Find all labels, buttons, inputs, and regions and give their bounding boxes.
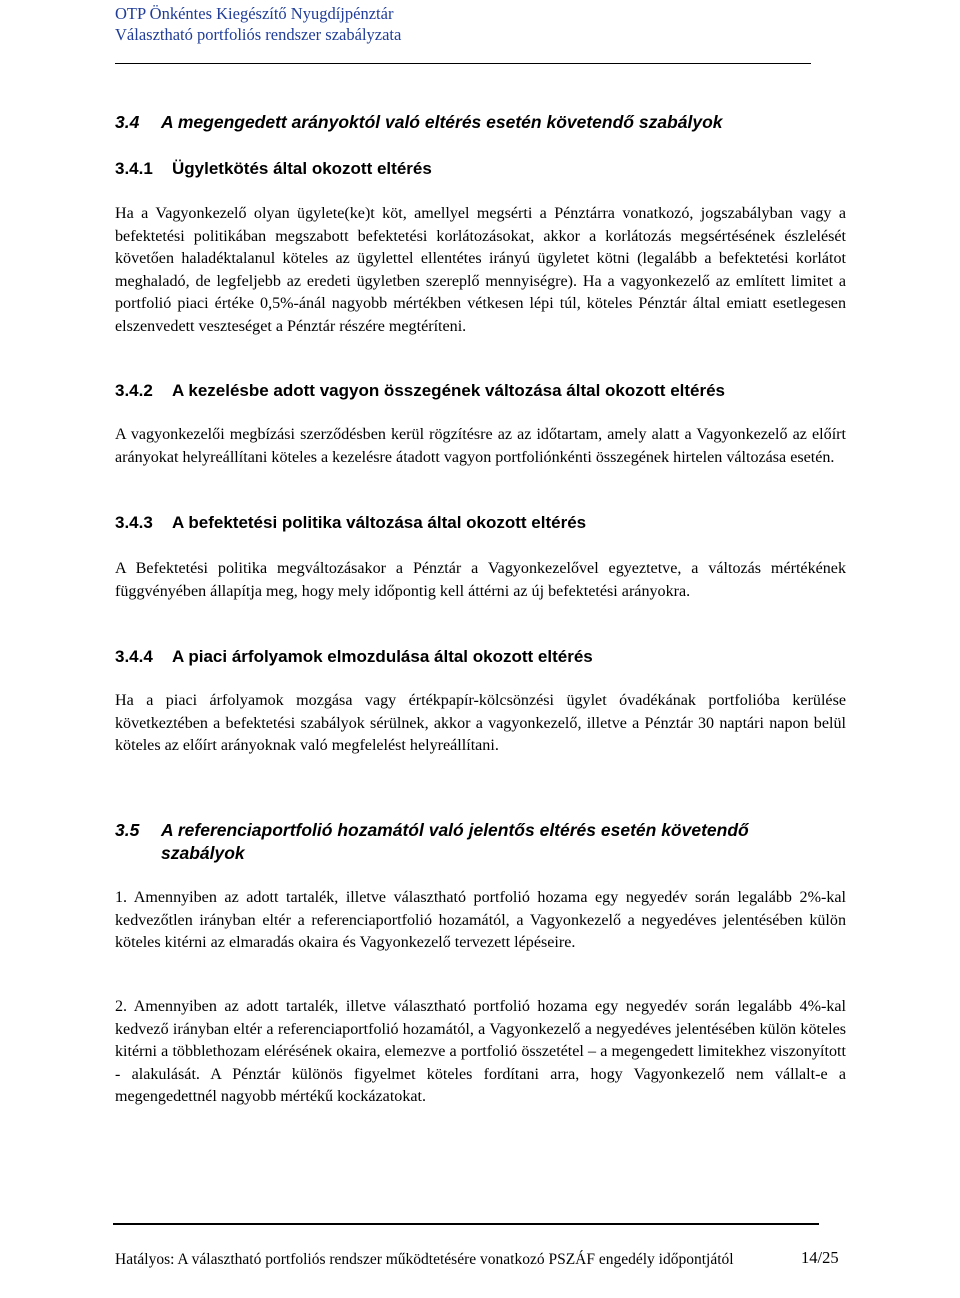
subsection-number: 3.4.1 <box>115 159 153 178</box>
paragraph-3-5-1: 1. Amennyiben az adott tartalék, illetve választható portfolió hozama egy negyedév során legalább 2%-kal kedvezőtlen irányban eltér a referenciaportfolió hozamától, a Vagyonkezelő a negyedéves jelentésében külön köteles kitérni az elmaradás okaira és Vagyonkezelő tervezett lépéseire. <box>115 889 846 952</box>
section-heading-3-5 <box>115 819 835 865</box>
header-document-title: Választható portfoliós rendszer szabályzata <box>115 25 402 44</box>
paragraph-3-4-2: A vagyonkezelői megbízási szerződésben kerül rögzítésre az az időtartam, amely alatt a Vagyonkezelő az előírt arányokat helyreállítani köteles a kezelésre átadott vagyon portfoliónkénti összegének hirtelen változása esetén. <box>115 426 846 466</box>
section-number: 3.5 <box>115 820 140 840</box>
section-number: 3.4 <box>115 112 140 132</box>
subsection-title: A kezelésbe adott vagyon összegének változása által okozott eltérés <box>172 381 726 400</box>
subsection-heading-3-4-2 <box>115 380 835 402</box>
header-organization: OTP Önkéntes Kiegészítő Nyugdíjpénztár <box>115 4 394 23</box>
page-number: 14/25 <box>801 1248 839 1267</box>
footer-effective-note: Hatályos: A választható portfoliós rendszer működtetésére vonatkozó PSZÁF engedély időpontjától <box>115 1251 734 1268</box>
subsection-heading-3-4-1 <box>115 158 835 180</box>
subsection-title: A piaci árfolyamok elmozdulása által okozott eltérés <box>172 647 593 666</box>
section-title: A referenciaportfolió hozamától való jelentős eltérés esetén követendő szabályok <box>161 820 749 863</box>
subsection-number: 3.4.4 <box>115 647 153 666</box>
paragraph-3-4-3: A Befektetési politika megváltozásakor a Pénztár a Vagyonkezelővel egyeztetve, a változás mértékének függvényében állapítja meg, hogy mely időpontig kell áttérni az új befektetési arányokra. <box>115 560 846 600</box>
subsection-number: 3.4.3 <box>115 513 153 532</box>
header-divider <box>115 63 811 64</box>
subsection-number: 3.4.2 <box>115 381 153 400</box>
footer-divider <box>113 1223 819 1225</box>
subsection-title: A befektetési politika változása által okozott eltérés <box>172 513 587 532</box>
paragraph-3-4-1: Ha a Vagyonkezelő olyan ügylete(ke)t köt, amellyel megsérti a Pénztárra vonatkozó, jogszabályban vagy a befektetési politikában megszabott befektetési korlátozásokat, akkor a korlátozás megsértésének észlelését követően haladéktalanul köteles az ügylettel ellentétes irányú ügyletet kötni (legalább a befektetési korlátot meghaladó, de legfeljebb az eredeti ügyletben szereplő mennyiségre). Ha a vagyonkezelő az említett limitet a portfolió piaci értéke 0,5%-ánál nagyobb mértékben vétkesen lépi túl, köteles Pénztár által emiatt esetlegesen elszenvedett veszteséget a Pénztár részére megtéríteni. <box>115 205 846 335</box>
paragraph-3-5-2: 2. Amennyiben az adott tartalék, illetve választható portfolió hozama egy negyedév során legalább 4%-kal kedvező irányban eltér a referenciaportfolió hozamától, a Vagyonkezelő a negyedéves jelentésében külön köteles kitérni a többlethozam elérésének okaira, elemezve a portfolió összetétel – a megengedett limitekhez viszonyított - alakulását. A Pénztár különös figyelmet köteles fordítani arra, hogy Vagyonkezelő nem vállalt-e a megengedettnél nagyobb mértékű kockázatokat. <box>115 998 846 1106</box>
section-heading-3-4 <box>115 111 835 134</box>
subsection-title: Ügyletkötés által okozott eltérés <box>172 159 432 178</box>
subsection-heading-3-4-3 <box>115 512 835 534</box>
section-title: A megengedett arányoktól való eltérés esetén követendő szabályok <box>161 112 723 132</box>
subsection-heading-3-4-4 <box>115 646 835 668</box>
paragraph-3-4-4: Ha a piaci árfolyamok mozgása vagy értékpapír-kölcsönzési ügylet óvadékának portfolióba kerülése következtében a befektetési szabályok sérülnek, akkor a vagyonkezelő, illetve a Pénztár 30 naptári napon belül köteles az előírt arányoknak való megfelelést helyreállítani. <box>115 692 846 755</box>
